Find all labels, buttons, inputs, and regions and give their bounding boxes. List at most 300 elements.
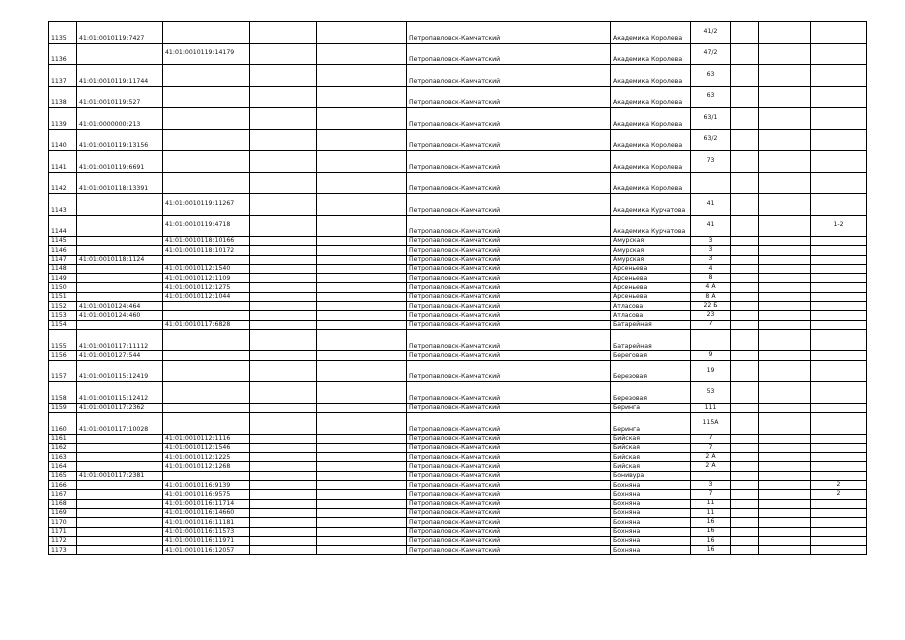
street-cell: Бохняна	[611, 536, 691, 545]
street-cell: Академика Королева	[611, 86, 691, 108]
house-cell: 73	[691, 151, 731, 173]
cadastral-number-2-cell	[163, 108, 250, 130]
city-cell: Петропавловск-Камчатский	[407, 22, 611, 44]
empty-cell	[317, 246, 407, 255]
cadastral-number-2-cell: 41:01:0010118:10166	[163, 237, 250, 246]
cadastral-number-cell: 41:01:0010124:464	[77, 302, 163, 311]
street-cell: Академика Королева	[611, 43, 691, 65]
empty-cell	[731, 536, 759, 545]
row-number-cell: 1171	[49, 527, 77, 536]
table-row	[49, 302, 867, 311]
cadastral-number-2-cell: 41:01:0010116:14660	[163, 508, 250, 517]
house-cell: 7	[691, 443, 731, 452]
city-cell: Петропавловск-Камчатский	[407, 481, 611, 490]
cadastral-number-cell	[77, 215, 163, 237]
empty-cell	[317, 527, 407, 536]
cadastral-number-2-cell	[163, 329, 250, 351]
cadastral-number-2-cell: 41:01:0010112:1116	[163, 434, 250, 443]
cadastral-number-2-cell: 41:01:0010112:1109	[163, 274, 250, 283]
empty-cell	[250, 311, 317, 320]
street-cell: Атласова	[611, 302, 691, 311]
cadastral-number-cell: 41:01:0010118:13391	[77, 172, 163, 194]
city-cell: Петропавловск-Камчатский	[407, 546, 611, 555]
empty-cell	[250, 108, 317, 130]
house-cell: 9	[691, 351, 731, 360]
apartment-cell	[811, 546, 867, 555]
empty-cell	[731, 360, 759, 382]
cadastral-number-2-cell: 41:01:0010116:11181	[163, 518, 250, 527]
city-cell: Петропавловск-Камчатский	[407, 360, 611, 382]
row-number-cell: 1160	[49, 413, 77, 435]
table-row	[49, 471, 867, 480]
cadastral-number-2-cell: 41:01:0010112:1268	[163, 462, 250, 471]
city-cell: Петропавловск-Камчатский	[407, 172, 611, 194]
row-number-cell: 1170	[49, 518, 77, 527]
empty-cell	[731, 246, 759, 255]
apartment-cell	[811, 471, 867, 480]
empty-cell	[759, 43, 811, 65]
cadastral-number-2-cell: 41:01:0010116:11971	[163, 536, 250, 545]
house-cell: 2 А	[691, 462, 731, 471]
street-cell: Арсеньева	[611, 292, 691, 301]
house-cell: 8 А	[691, 292, 731, 301]
empty-cell	[759, 283, 811, 292]
cadastral-number-cell	[77, 490, 163, 499]
row-number-cell: 1162	[49, 443, 77, 452]
table-row	[49, 320, 867, 329]
empty-cell	[759, 536, 811, 545]
empty-cell	[731, 215, 759, 237]
empty-cell	[317, 129, 407, 151]
house-cell: 3	[691, 481, 731, 490]
empty-cell	[250, 237, 317, 246]
empty-cell	[759, 129, 811, 151]
empty-cell	[731, 351, 759, 360]
apartment-cell	[811, 237, 867, 246]
cadastral-number-2-cell: 41:01:0010112:1540	[163, 264, 250, 273]
empty-cell	[731, 490, 759, 499]
city-cell: Петропавловск-Камчатский	[407, 453, 611, 462]
empty-cell	[317, 434, 407, 443]
empty-cell	[250, 215, 317, 237]
empty-cell	[759, 215, 811, 237]
empty-cell	[759, 490, 811, 499]
street-cell: Бохняна	[611, 508, 691, 517]
street-cell: Бохняна	[611, 546, 691, 555]
empty-cell	[731, 264, 759, 273]
cadastral-number-2-cell	[163, 360, 250, 382]
empty-cell	[759, 351, 811, 360]
row-number-cell: 1165	[49, 471, 77, 480]
street-cell: Атласова	[611, 311, 691, 320]
cadastral-number-cell: 41:01:0010115:12419	[77, 360, 163, 382]
house-cell: 11	[691, 508, 731, 517]
cadastral-number-cell	[77, 434, 163, 443]
street-cell: Арсеньева	[611, 264, 691, 273]
empty-cell	[250, 382, 317, 404]
city-cell: Петропавловск-Камчатский	[407, 86, 611, 108]
cadastral-number-cell: 41:01:0010124:460	[77, 311, 163, 320]
apartment-cell: 2	[811, 481, 867, 490]
apartment-cell	[811, 462, 867, 471]
table-row	[49, 481, 867, 490]
house-cell: 63	[691, 86, 731, 108]
table-row	[49, 434, 867, 443]
empty-cell	[317, 351, 407, 360]
city-cell: Петропавловск-Камчатский	[407, 320, 611, 329]
city-cell: Петропавловск-Камчатский	[407, 302, 611, 311]
empty-cell	[731, 434, 759, 443]
house-cell: 19	[691, 360, 731, 382]
table-row	[49, 172, 867, 194]
row-number-cell: 1169	[49, 508, 77, 517]
empty-cell	[250, 320, 317, 329]
table-row	[49, 443, 867, 452]
house-cell: 2 А	[691, 453, 731, 462]
apartment-cell	[811, 246, 867, 255]
house-cell: 8	[691, 274, 731, 283]
street-cell: Академика Королева	[611, 172, 691, 194]
city-cell: Петропавловск-Камчатский	[407, 129, 611, 151]
empty-cell	[759, 264, 811, 273]
table-row	[49, 413, 867, 435]
apartment-cell	[811, 22, 867, 44]
empty-cell	[731, 527, 759, 536]
house-cell	[691, 471, 731, 480]
empty-cell	[759, 546, 811, 555]
table-row	[49, 360, 867, 382]
empty-cell	[759, 194, 811, 216]
cadastral-number-2-cell: 41:01:0010116:11714	[163, 499, 250, 508]
cadastral-number-2-cell	[163, 86, 250, 108]
street-cell: Академика Королева	[611, 108, 691, 130]
empty-cell	[731, 481, 759, 490]
cadastral-number-cell	[77, 246, 163, 255]
street-cell: Батарейная	[611, 320, 691, 329]
apartment-cell	[811, 129, 867, 151]
empty-cell	[250, 151, 317, 173]
street-cell: Академика Королева	[611, 65, 691, 87]
house-cell: 3	[691, 246, 731, 255]
empty-cell	[731, 274, 759, 283]
empty-cell	[759, 443, 811, 452]
house-cell: 23	[691, 311, 731, 320]
cadastral-number-2-cell: 41:01:0010119:14179	[163, 43, 250, 65]
city-cell: Петропавловск-Камчатский	[407, 194, 611, 216]
city-cell: Петропавловск-Камчатский	[407, 255, 611, 264]
table-row	[49, 329, 867, 351]
empty-cell	[317, 215, 407, 237]
empty-cell	[250, 65, 317, 87]
row-number-cell: 1141	[49, 151, 77, 173]
empty-cell	[759, 499, 811, 508]
table-row	[49, 246, 867, 255]
house-cell: 41	[691, 194, 731, 216]
row-number-cell: 1166	[49, 481, 77, 490]
cadastral-number-cell	[77, 536, 163, 545]
row-number-cell: 1149	[49, 274, 77, 283]
street-cell: Академика Королева	[611, 151, 691, 173]
house-cell: 7	[691, 434, 731, 443]
house-cell	[691, 172, 731, 194]
cadastral-number-cell: 41:01:0010119:11744	[77, 65, 163, 87]
cadastral-number-2-cell	[163, 172, 250, 194]
house-cell: 47/2	[691, 43, 731, 65]
city-cell: Петропавловск-Камчатский	[407, 471, 611, 480]
street-cell: Береговая	[611, 351, 691, 360]
empty-cell	[250, 129, 317, 151]
house-cell: 115А	[691, 413, 731, 435]
empty-cell	[731, 22, 759, 44]
empty-cell	[250, 481, 317, 490]
city-cell: Петропавловск-Камчатский	[407, 43, 611, 65]
cadastral-number-2-cell: 41:01:0010116:11573	[163, 527, 250, 536]
empty-cell	[759, 518, 811, 527]
row-number-cell: 1153	[49, 311, 77, 320]
house-cell: 7	[691, 490, 731, 499]
cadastral-number-2-cell: 41:01:0010112:1044	[163, 292, 250, 301]
table-row	[49, 462, 867, 471]
empty-cell	[317, 292, 407, 301]
house-cell: 41	[691, 215, 731, 237]
empty-cell	[759, 246, 811, 255]
empty-cell	[250, 274, 317, 283]
street-cell: Академика Курчатова	[611, 194, 691, 216]
city-cell: Петропавловск-Камчатский	[407, 499, 611, 508]
apartment-cell	[811, 86, 867, 108]
cadastral-number-cell	[77, 453, 163, 462]
cadastral-number-cell	[77, 320, 163, 329]
empty-cell	[250, 413, 317, 435]
apartment-cell	[811, 382, 867, 404]
table-row	[49, 274, 867, 283]
row-number-cell: 1136	[49, 43, 77, 65]
row-number-cell: 1147	[49, 255, 77, 264]
cadastral-number-2-cell	[163, 351, 250, 360]
cadastral-number-2-cell	[163, 403, 250, 412]
empty-cell	[759, 22, 811, 44]
cadastral-number-cell: 41:01:0010119:7427	[77, 22, 163, 44]
row-number-cell: 1154	[49, 320, 77, 329]
street-cell: Амурская	[611, 246, 691, 255]
city-cell: Петропавловск-Камчатский	[407, 329, 611, 351]
empty-cell	[250, 194, 317, 216]
city-cell: Петропавловск-Камчатский	[407, 382, 611, 404]
empty-cell	[731, 462, 759, 471]
row-number-cell: 1167	[49, 490, 77, 499]
empty-cell	[250, 255, 317, 264]
street-cell: Амурская	[611, 255, 691, 264]
cadastral-number-cell	[77, 443, 163, 452]
city-cell: Петропавловск-Камчатский	[407, 490, 611, 499]
house-cell: 7	[691, 320, 731, 329]
empty-cell	[250, 499, 317, 508]
empty-cell	[731, 65, 759, 87]
apartment-cell	[811, 518, 867, 527]
cadastral-number-2-cell: 41:01:0010119:4718	[163, 215, 250, 237]
apartment-cell	[811, 453, 867, 462]
cadastral-number-2-cell	[163, 129, 250, 151]
empty-cell	[759, 255, 811, 264]
apartment-cell	[811, 527, 867, 536]
empty-cell	[759, 311, 811, 320]
table-row	[49, 499, 867, 508]
table-row	[49, 264, 867, 273]
city-cell: Петропавловск-Камчатский	[407, 434, 611, 443]
empty-cell	[731, 320, 759, 329]
street-cell: Арсеньева	[611, 283, 691, 292]
street-cell: Академика Королева	[611, 129, 691, 151]
empty-cell	[250, 172, 317, 194]
empty-cell	[250, 360, 317, 382]
empty-cell	[250, 22, 317, 44]
cadastral-number-cell	[77, 43, 163, 65]
empty-cell	[731, 382, 759, 404]
empty-cell	[759, 108, 811, 130]
city-cell: Петропавловск-Камчатский	[407, 108, 611, 130]
street-cell: Бохняна	[611, 481, 691, 490]
table-body	[49, 22, 867, 555]
empty-cell	[731, 237, 759, 246]
empty-cell	[317, 194, 407, 216]
apartment-cell	[811, 194, 867, 216]
empty-cell	[731, 329, 759, 351]
apartment-cell	[811, 264, 867, 273]
cadastral-number-cell: 41:01:0000000:213	[77, 108, 163, 130]
empty-cell	[731, 255, 759, 264]
cadastral-number-cell	[77, 292, 163, 301]
street-cell: Батарейная	[611, 329, 691, 351]
table-row	[49, 215, 867, 237]
apartment-cell	[811, 413, 867, 435]
empty-cell	[759, 453, 811, 462]
empty-cell	[317, 151, 407, 173]
empty-cell	[731, 311, 759, 320]
cadastral-number-cell: 41:01:0010115:12412	[77, 382, 163, 404]
empty-cell	[317, 453, 407, 462]
house-cell: 41/2	[691, 22, 731, 44]
empty-cell	[731, 292, 759, 301]
apartment-cell	[811, 172, 867, 194]
table-row	[49, 194, 867, 216]
cadastral-number-2-cell: 41:01:0010112:1275	[163, 283, 250, 292]
empty-cell	[759, 360, 811, 382]
cadastral-number-cell	[77, 499, 163, 508]
apartment-cell: 1-2	[811, 215, 867, 237]
empty-cell	[250, 536, 317, 545]
empty-cell	[317, 274, 407, 283]
empty-cell	[317, 546, 407, 555]
empty-cell	[250, 329, 317, 351]
empty-cell	[317, 172, 407, 194]
empty-cell	[317, 462, 407, 471]
empty-cell	[731, 471, 759, 480]
table-row	[49, 508, 867, 517]
house-cell: 63/2	[691, 129, 731, 151]
house-cell	[691, 329, 731, 351]
empty-cell	[731, 43, 759, 65]
cadastral-number-cell	[77, 518, 163, 527]
empty-cell	[759, 86, 811, 108]
street-cell: Бохняна	[611, 490, 691, 499]
street-cell: Бийская	[611, 453, 691, 462]
empty-cell	[250, 43, 317, 65]
empty-cell	[250, 527, 317, 536]
row-number-cell: 1145	[49, 237, 77, 246]
table-row	[49, 129, 867, 151]
empty-cell	[250, 443, 317, 452]
empty-cell	[317, 283, 407, 292]
empty-cell	[250, 518, 317, 527]
table-row	[49, 151, 867, 173]
cadastral-number-cell: 41:01:0010127:544	[77, 351, 163, 360]
row-number-cell: 1144	[49, 215, 77, 237]
row-number-cell: 1150	[49, 283, 77, 292]
empty-cell	[759, 403, 811, 412]
cadastral-number-cell: 41:01:0010117:2381	[77, 471, 163, 480]
table-row	[49, 536, 867, 545]
apartment-cell	[811, 43, 867, 65]
apartment-cell	[811, 255, 867, 264]
cadastral-number-cell	[77, 264, 163, 273]
apartment-cell	[811, 320, 867, 329]
table-row	[49, 311, 867, 320]
city-cell: Петропавловск-Камчатский	[407, 311, 611, 320]
apartment-cell	[811, 508, 867, 517]
row-number-cell: 1164	[49, 462, 77, 471]
cadastral-number-2-cell	[163, 22, 250, 44]
empty-cell	[250, 434, 317, 443]
empty-cell	[250, 471, 317, 480]
empty-cell	[317, 86, 407, 108]
apartment-cell	[811, 283, 867, 292]
street-cell: Академика Королева	[611, 22, 691, 44]
row-number-cell: 1172	[49, 536, 77, 545]
street-cell: Березовая	[611, 360, 691, 382]
house-cell: 11	[691, 499, 731, 508]
empty-cell	[759, 65, 811, 87]
city-cell: Петропавловск-Камчатский	[407, 283, 611, 292]
empty-cell	[317, 22, 407, 44]
empty-cell	[759, 481, 811, 490]
cadastral-number-2-cell	[163, 471, 250, 480]
empty-cell	[759, 527, 811, 536]
city-cell: Петропавловск-Камчатский	[407, 351, 611, 360]
apartment-cell	[811, 434, 867, 443]
row-number-cell: 1156	[49, 351, 77, 360]
empty-cell	[317, 264, 407, 273]
cadastral-number-cell	[77, 194, 163, 216]
empty-cell	[731, 403, 759, 412]
empty-cell	[731, 443, 759, 452]
empty-cell	[317, 403, 407, 412]
city-cell: Петропавловск-Камчатский	[407, 536, 611, 545]
table-row	[49, 283, 867, 292]
street-cell: Бохняна	[611, 527, 691, 536]
empty-cell	[759, 274, 811, 283]
city-cell: Петропавловск-Камчатский	[407, 292, 611, 301]
empty-cell	[317, 360, 407, 382]
cadastral-number-2-cell: 41:01:0010118:10172	[163, 246, 250, 255]
city-cell: Петропавловск-Камчатский	[407, 65, 611, 87]
empty-cell	[759, 320, 811, 329]
empty-cell	[250, 508, 317, 517]
city-cell: Петропавловск-Камчатский	[407, 151, 611, 173]
empty-cell	[250, 490, 317, 499]
row-number-cell: 1135	[49, 22, 77, 44]
empty-cell	[759, 302, 811, 311]
cadastral-number-cell: 41:01:0010117:2362	[77, 403, 163, 412]
